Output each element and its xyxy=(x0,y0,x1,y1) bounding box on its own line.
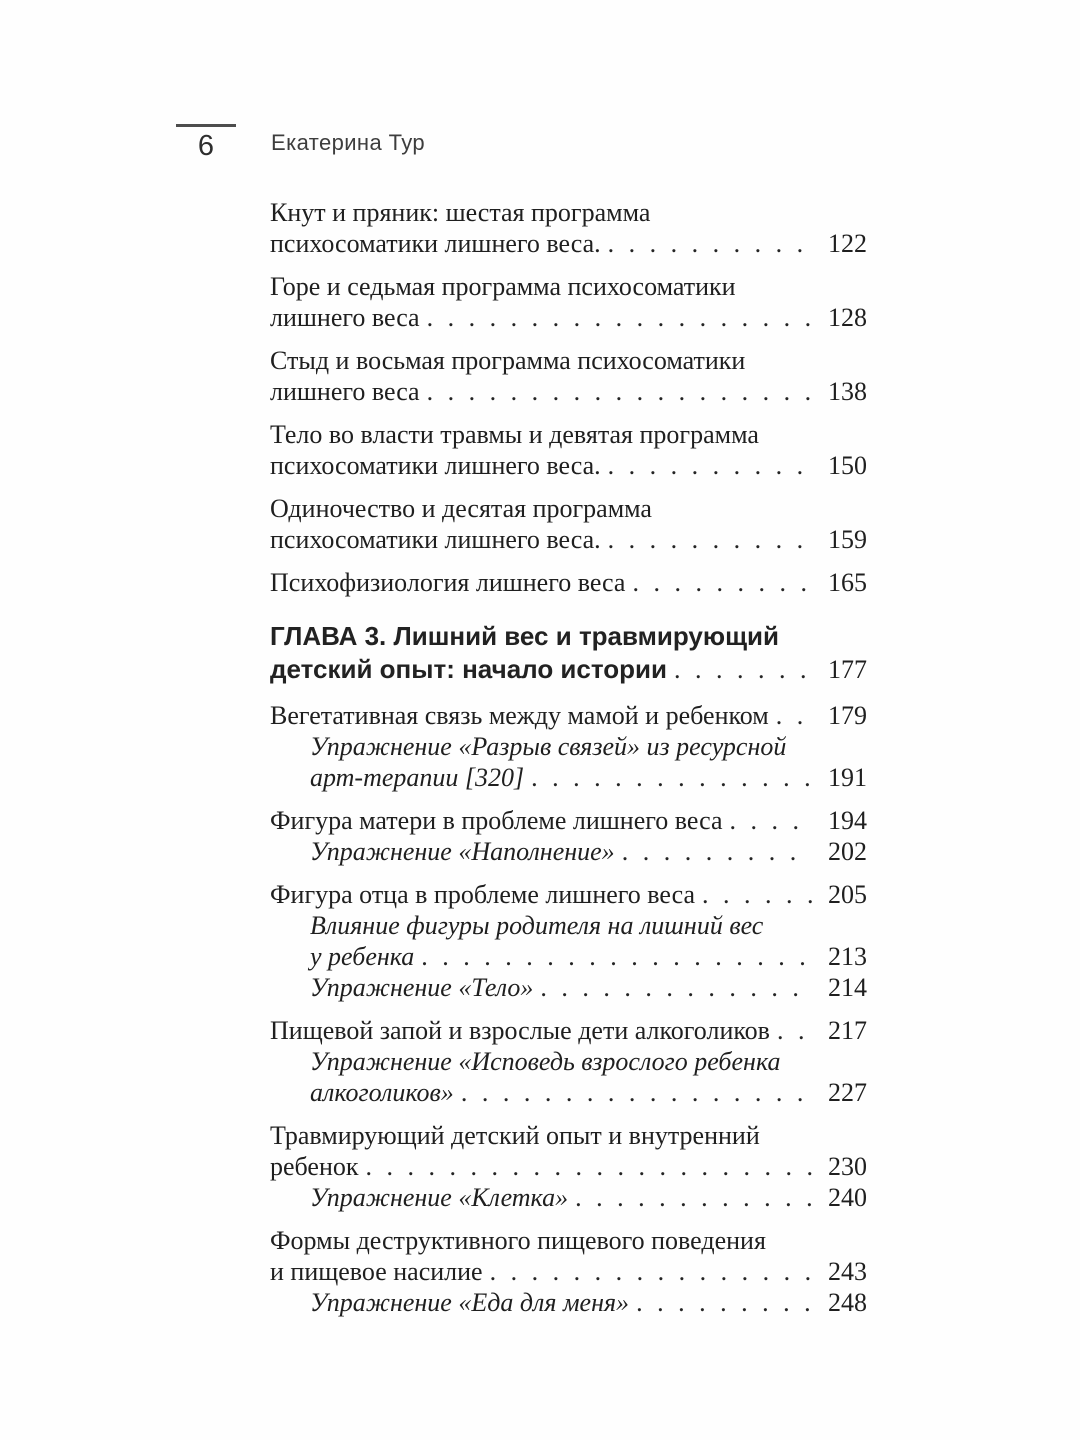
toc-entry xyxy=(270,567,867,598)
toc-entry xyxy=(270,197,867,259)
dot-leader xyxy=(608,524,812,555)
toc-entry xyxy=(270,879,867,910)
dot-leader xyxy=(776,700,812,731)
toc-entry xyxy=(270,419,867,481)
toc-page-number: 202 xyxy=(828,837,867,866)
dot-leader xyxy=(702,879,812,910)
toc-line xyxy=(270,197,867,228)
toc-entry xyxy=(270,805,867,836)
toc-line xyxy=(270,700,867,731)
toc-entry-text: и пищевое насилие xyxy=(270,1257,483,1286)
toc-page-number: 205 xyxy=(828,880,867,909)
toc-line xyxy=(270,419,867,450)
toc-entry xyxy=(270,1225,867,1287)
toc-line xyxy=(310,1287,867,1318)
toc-line xyxy=(270,1120,867,1151)
toc-entry xyxy=(270,493,867,555)
toc-chapter-entry xyxy=(270,620,867,686)
dot-leader xyxy=(575,1182,812,1213)
toc-entry-text: Одиночество и десятая программа xyxy=(270,494,652,523)
toc-entry-text: Горе и седьмая программа психосоматики xyxy=(270,272,736,301)
dot-leader xyxy=(608,228,812,259)
toc-entry xyxy=(270,1015,867,1046)
toc-entry-text: Стыд и восьмая программа психосоматики xyxy=(270,346,746,375)
toc-entry-text: психосоматики лишнего веса. xyxy=(270,229,601,258)
dot-leader xyxy=(427,302,812,333)
toc-line xyxy=(270,524,867,555)
toc-entry-text: Тело во власти травмы и девятая программа xyxy=(270,420,759,449)
toc-entry-text: Упражнение «Клетка» xyxy=(310,1183,569,1212)
toc-line xyxy=(270,228,867,259)
toc-page-number: 243 xyxy=(828,1257,867,1286)
toc-entry-text: Влияние фигуры родителя на лишний вес xyxy=(310,911,764,940)
toc-page-number: 150 xyxy=(828,451,867,480)
toc-entry xyxy=(270,271,867,333)
running-title: Екатерина Тур xyxy=(271,130,426,155)
toc-entry-text: лишнего веса xyxy=(270,303,420,332)
toc-line xyxy=(270,879,867,910)
toc-entry-text: Фигура отца в проблеме лишнего веса xyxy=(270,880,696,909)
toc-page-number: 191 xyxy=(828,763,867,792)
toc-page-number: 213 xyxy=(828,942,867,971)
toc-line xyxy=(310,972,867,1003)
toc-line xyxy=(270,450,867,481)
toc-entry-text: Упражнение «Еда для меня» xyxy=(310,1288,630,1317)
toc-line xyxy=(270,1151,867,1182)
dot-leader xyxy=(636,1287,812,1318)
dot-leader xyxy=(421,941,812,972)
toc-entry-text: психосоматики лишнего веса. xyxy=(270,451,601,480)
toc-line xyxy=(310,731,867,762)
dot-leader xyxy=(632,567,812,598)
toc-entry-text: ГЛАВА 3. Лишний вес и травмирующий xyxy=(270,621,779,651)
toc-entry-text: Пищевой запой и взрослые дети алкоголиков xyxy=(270,1016,770,1045)
toc-page-number: 214 xyxy=(828,973,867,1002)
toc-line xyxy=(270,1256,867,1287)
toc-entry-text: ребенок xyxy=(270,1152,359,1181)
toc-line xyxy=(310,836,867,867)
dot-leader xyxy=(427,376,812,407)
toc-entry xyxy=(270,700,867,731)
toc-page-number: 227 xyxy=(828,1078,867,1107)
toc-page-number: 179 xyxy=(828,701,867,730)
toc-entry-text: Фигура матери в проблеме лишнего веса xyxy=(270,806,723,835)
toc-line xyxy=(310,1046,867,1077)
toc-line xyxy=(270,1225,867,1256)
toc-entry-text: детский опыт: начало истории xyxy=(270,654,667,684)
toc-line xyxy=(270,620,867,653)
toc-line xyxy=(310,1182,867,1213)
toc-entry-text: алкоголиков» xyxy=(310,1078,454,1107)
dot-leader xyxy=(622,836,812,867)
dot-leader xyxy=(608,450,812,481)
toc-entry-text: лишнего веса xyxy=(270,377,420,406)
toc-line xyxy=(310,762,867,793)
toc-page-number: 194 xyxy=(828,806,867,835)
toc-line xyxy=(270,1015,867,1046)
toc-page-number: 230 xyxy=(828,1152,867,1181)
toc-page-number: 159 xyxy=(828,525,867,554)
dot-leader xyxy=(674,653,812,686)
toc-line xyxy=(310,1077,867,1108)
toc-sub-entry xyxy=(270,1182,867,1213)
toc-sub-entry xyxy=(270,731,867,793)
toc-entry-text: Психофизиология лишнего веса xyxy=(270,568,626,597)
toc-line xyxy=(270,271,867,302)
toc-entry-text: Упражнение «Разрыв связей» из ресурсной xyxy=(310,732,787,761)
dot-leader xyxy=(540,972,812,1003)
toc-sub-entry xyxy=(270,972,867,1003)
page-number: 6 xyxy=(197,130,215,162)
toc-line xyxy=(270,567,867,598)
toc xyxy=(270,197,867,1318)
toc-page-number: 165 xyxy=(828,568,867,597)
toc-entry-text: психосоматики лишнего веса. xyxy=(270,525,601,554)
dot-leader xyxy=(531,762,812,793)
page-number-block xyxy=(176,124,236,163)
toc-entry-text: Вегетативная связь между мамой и ребенком xyxy=(270,701,769,730)
toc-entry-text: арт-терапии [320] xyxy=(310,763,525,792)
toc-entry-text: у ребенка xyxy=(310,942,415,971)
toc-entry-text: Упражнение «Наполнение» xyxy=(310,837,615,866)
toc-entry xyxy=(270,345,867,407)
toc-page-number: 122 xyxy=(828,229,867,258)
toc-sub-entry xyxy=(270,910,867,972)
toc-entry-text: Травмирующий детский опыт и внутренний xyxy=(270,1121,760,1150)
toc-sub-entry xyxy=(270,1287,867,1318)
toc-sub-entry xyxy=(270,836,867,867)
toc-sub-entry xyxy=(270,1046,867,1108)
toc-line xyxy=(270,805,867,836)
toc-page-number: 177 xyxy=(828,655,867,684)
dot-leader xyxy=(490,1256,812,1287)
toc-entry-text: Упражнение «Тело» xyxy=(310,973,534,1002)
toc-entry-text: Кнут и пряник: шестая программа xyxy=(270,198,651,227)
toc-line xyxy=(310,910,867,941)
toc-page-number: 138 xyxy=(828,377,867,406)
dot-leader xyxy=(461,1077,812,1108)
toc-page-number: 248 xyxy=(828,1288,867,1317)
folio-rule xyxy=(176,124,236,127)
toc-page-number: 217 xyxy=(828,1016,867,1045)
toc-entry-text: Формы деструктивного пищевого поведения xyxy=(270,1226,766,1255)
toc-line xyxy=(270,376,867,407)
dot-leader xyxy=(366,1151,812,1182)
toc-page-number: 240 xyxy=(828,1183,867,1212)
toc-line xyxy=(270,653,867,686)
dot-leader xyxy=(777,1015,812,1046)
toc-line xyxy=(270,493,867,524)
toc-line xyxy=(310,941,867,972)
toc-line xyxy=(270,302,867,333)
toc-entry-text: Упражнение «Исповедь взрослого ребенка xyxy=(310,1047,781,1076)
toc-line xyxy=(270,345,867,376)
dot-leader xyxy=(730,805,813,836)
toc-page-number: 128 xyxy=(828,303,867,332)
toc-entry xyxy=(270,1120,867,1182)
